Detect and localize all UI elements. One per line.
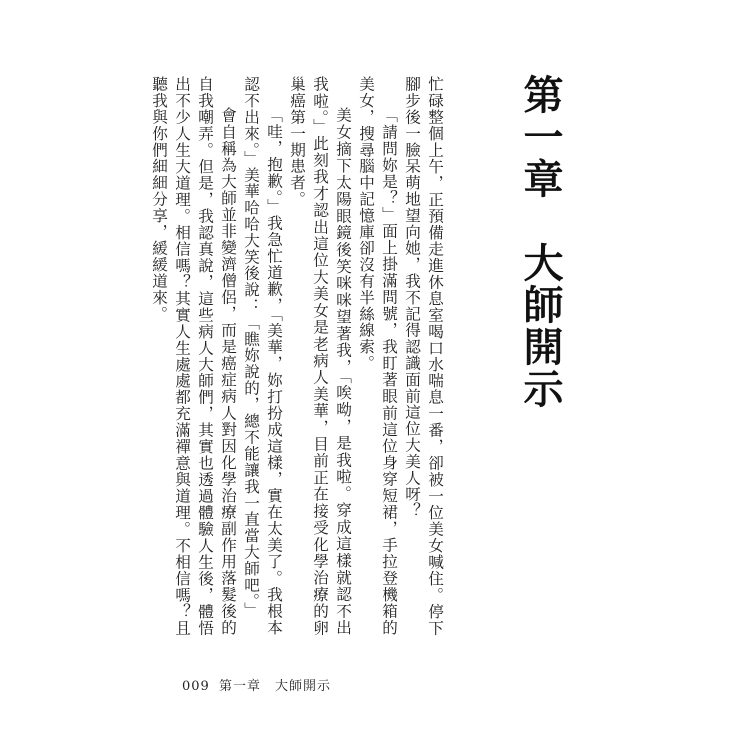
- paragraph-3: 美女摘下太陽眼鏡後笑咪咪望著我，「唉呦，是我啦。穿成這樣就認不出我啦。」此刻我才認出這位大美女是老病人美華，目前正在接受化學治療的卵巢癌第一期患者。: [288, 76, 352, 636]
- body-text: [150, 76, 446, 636]
- paragraph-4: 「哇，抱歉。」我急忙道歉，「美華，妳打扮成這樣，實在太美了。我根本認不出來。」美華哈哈大笑後說：「瞧妳說的，總不能讓我一直當大師吧。」: [242, 76, 283, 636]
- running-head: 第一章 大師開示: [218, 679, 331, 694]
- paragraph-5: 會自稱為大師並非變濟僧侶，而是癌症病人對因化學治療副作用落髮後的自我嘲弄。但是，我認真說，這些病人大師們，其實也透過體驗人生後，體悟出不少人生大道理。相信嗎？其實人生處處都充滿禪意與道理。不相信嗎？且聽我與你們細細分享，緩緩道來。: [150, 76, 237, 636]
- page-footer: [182, 675, 335, 694]
- paragraph-2: 「請問妳是？」面上掛滿問號，我盯著眼前這位身穿短裙，手拉登機箱的美女，搜尋腦中記憶庫卻沒有半絲線索。: [357, 76, 398, 636]
- paragraph-1: 忙碌整個上午，正預備走進休息室喝口水喘息一番，卻被一位美女喊住。停下腳步後一臉呆萌地望向她，我不記得認識面前這位大美人呀？: [403, 76, 444, 636]
- chapter-title: 第一章 大師開示: [517, 74, 564, 410]
- page-number: 009: [182, 679, 210, 694]
